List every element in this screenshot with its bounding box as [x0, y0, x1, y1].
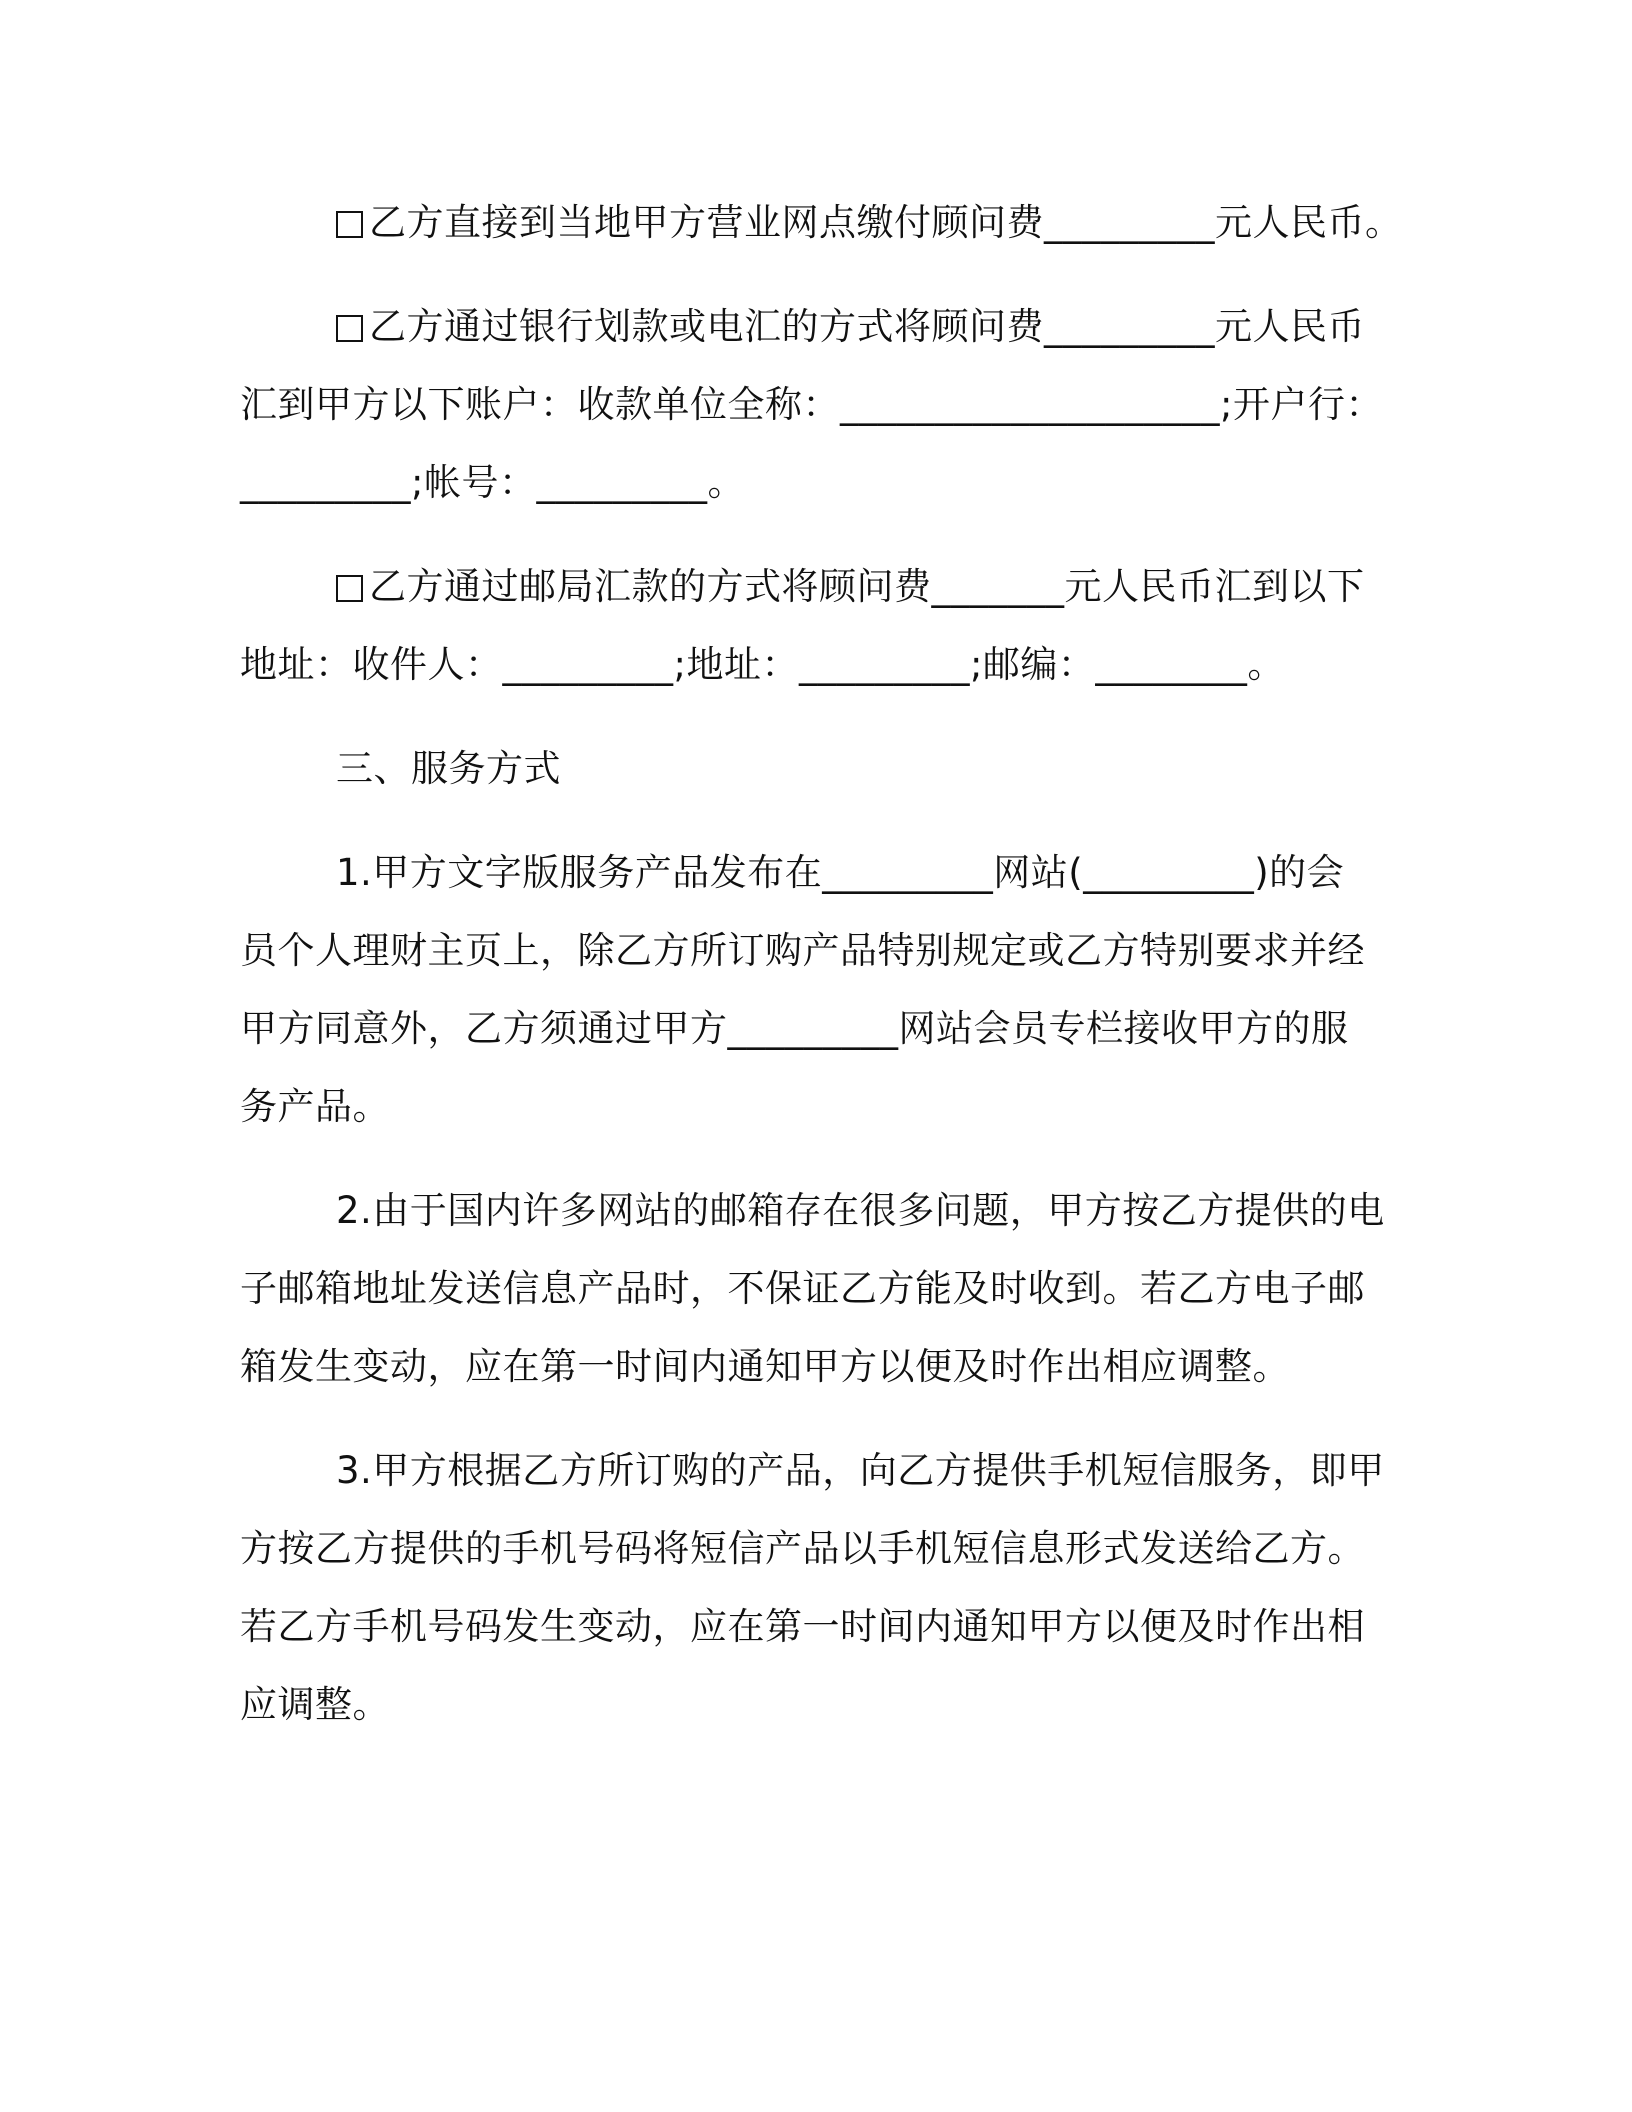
checkbox-bank-transfer[interactable] — [336, 315, 363, 342]
bank-transfer-line-3: _________;帐号：_________。 — [240, 461, 745, 504]
payment-option-bank-transfer — [240, 288, 1400, 522]
postal-remittance-line-1 — [240, 548, 1400, 626]
payment-option-local-branch-line — [240, 184, 1403, 262]
service-item-3-line-3: 若乙方手机号码发生变动，应在第一时间内通知甲方以便及时作出相 — [240, 1605, 1365, 1648]
payment-option-local-branch — [240, 184, 1403, 262]
service-item-3-line-2: 方按乙方提供的手机号码将短信产品以手机短信息形式发送给乙方。 — [240, 1527, 1365, 1570]
service-item-1-line-4: 务产品。 — [240, 1085, 390, 1128]
service-item-2-line-3: 箱发生变动，应在第一时间内通知甲方以便及时作出相应调整。 — [240, 1345, 1290, 1388]
bank-transfer-text-1: 乙方通过银行划款或电汇的方式将顾问费_________元人民币 — [369, 305, 1365, 348]
payment-option-postal-remittance — [240, 548, 1400, 704]
service-item-2-line-2: 子邮箱地址发送信息产品时，不保证乙方能及时收到。若乙方电子邮 — [240, 1267, 1365, 1310]
section-heading-text: 三、服务方式 — [336, 747, 561, 790]
document-body — [240, 184, 1403, 1744]
service-item-1-line-2: 员个人理财主页上，除乙方所订购产品特别规定或乙方特别要求并经 — [240, 929, 1365, 972]
checkbox-postal-remittance[interactable] — [336, 575, 363, 602]
checkbox-local-branch[interactable] — [336, 211, 363, 238]
postal-remittance-text-1: 乙方通过邮局汇款的方式将顾问费_______元人民币汇到以下 — [369, 565, 1365, 608]
postal-remittance-line-2: 地址：收件人：_________;地址：_________;邮编：________。 — [240, 643, 1285, 686]
local-branch-text: 乙方直接到当地甲方营业网点缴付顾问费_________元人民币。 — [369, 201, 1403, 244]
service-item-3 — [240, 1432, 1400, 1744]
service-item-2-line-1: 2.由于国内许多网站的邮箱存在很多问题，甲方按乙方提供的电 — [336, 1189, 1385, 1232]
service-item-3-line-1: 3.甲方根据乙方所订购的产品，向乙方提供手机短信服务，即甲 — [336, 1449, 1385, 1492]
bank-transfer-line-1 — [240, 288, 1400, 366]
bank-transfer-line-2: 汇到甲方以下账户：收款单位全称：____________________;开户行： — [240, 383, 1383, 426]
service-item-1 — [240, 834, 1400, 1146]
service-item-3-line-4: 应调整。 — [240, 1683, 390, 1726]
section-heading — [240, 730, 1400, 808]
service-item-1-line-3: 甲方同意外，乙方须通过甲方_________网站会员专栏接收甲方的服 — [240, 1007, 1349, 1050]
service-item-2 — [240, 1172, 1400, 1406]
service-item-1-line-1: 1.甲方文字版服务产品发布在_________网站(_________)的会 — [336, 851, 1345, 894]
